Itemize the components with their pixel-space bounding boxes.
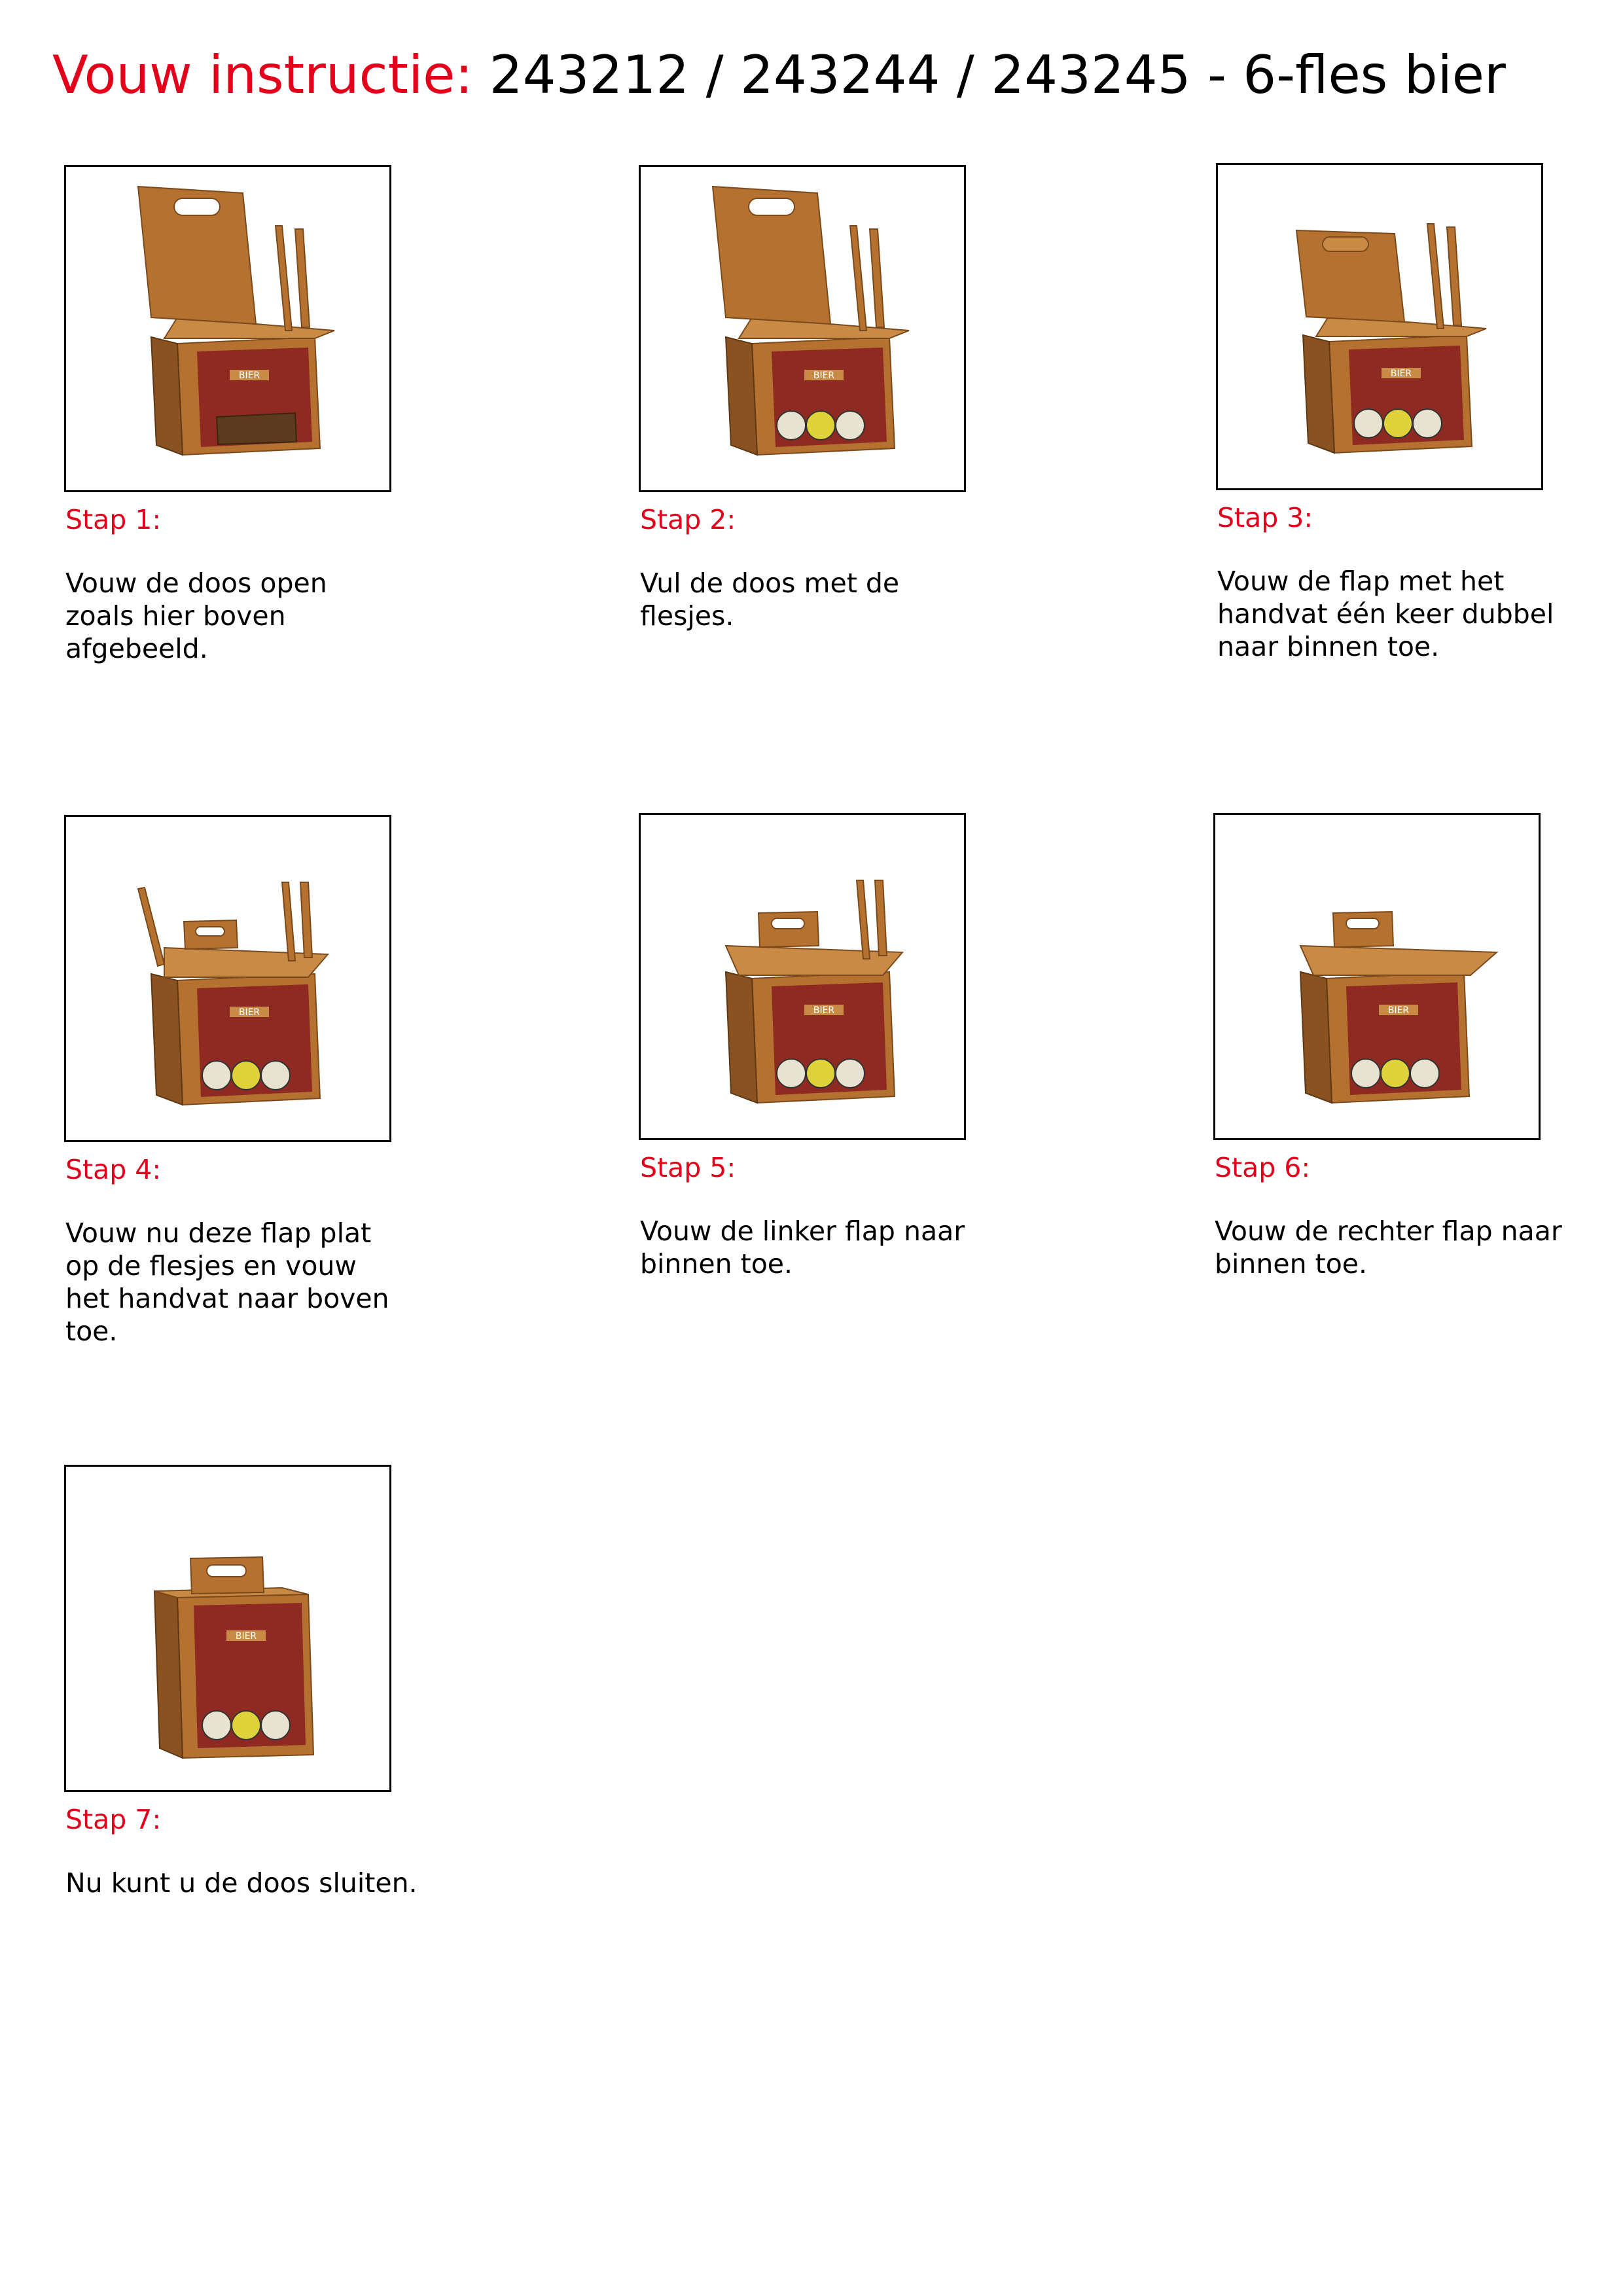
- step-3-image-frame: [1216, 163, 1543, 490]
- step-2-image-frame: [639, 165, 966, 492]
- box-opened-icon: [66, 167, 389, 490]
- step-4-description: Vouw nu deze flap plat op de flesjes en vouw het handvat naar boven toe.: [65, 1217, 389, 1347]
- box-filled-icon: [641, 167, 964, 490]
- box-print-word: BIER: [235, 1631, 257, 1641]
- step-7-label: Stap 7:: [65, 1804, 162, 1835]
- box-right-flap-icon: [1215, 815, 1539, 1138]
- step-2-description: Vul de doos met de flesjes.: [640, 567, 900, 632]
- step-7-description: Nu kunt u de doos sluiten.: [65, 1867, 418, 1899]
- step-3: [1216, 163, 1622, 663]
- box-print-word: BIER: [238, 370, 260, 381]
- box-closed-icon: [66, 1467, 389, 1790]
- step-3-description: Vouw de flap met het handvat één keer dubbel naar binnen toe.: [1217, 565, 1554, 662]
- step-1-image-frame: [64, 165, 391, 492]
- step-4-label: Stap 4:: [65, 1154, 162, 1185]
- page-title: [52, 45, 1506, 105]
- box-left-flap-icon: [641, 815, 964, 1138]
- box-print-word: BIER: [813, 370, 835, 381]
- step-7: [64, 1465, 470, 1899]
- step-4-image-frame: [64, 815, 391, 1142]
- step-5: [639, 813, 1044, 1280]
- step-5-label: Stap 5:: [640, 1152, 736, 1183]
- box-print-word: BIER: [1390, 368, 1412, 379]
- page-title-prefix: Vouw instructie:: [52, 45, 473, 105]
- step-1: [64, 165, 470, 665]
- step-6-image-frame: [1213, 813, 1541, 1140]
- box-print-word: BIER: [813, 1005, 835, 1016]
- box-flap-flat-icon: [66, 817, 389, 1140]
- step-1-description: Vouw de doos open zoals hier boven afgebeeld.: [65, 567, 327, 664]
- box-handle-folded-icon: [1218, 165, 1541, 488]
- step-3-label: Stap 3:: [1217, 502, 1313, 533]
- step-6-description: Vouw de rechter flap naar binnen toe.: [1215, 1215, 1562, 1280]
- box-print-word: BIER: [1387, 1005, 1410, 1016]
- step-5-image-frame: [639, 813, 966, 1140]
- step-1-label: Stap 1:: [65, 504, 162, 535]
- box-print-word: BIER: [238, 1007, 260, 1018]
- step-4: [64, 815, 470, 1348]
- page-title-codes: 243212 / 243244 / 243245 - 6-fles bier: [489, 45, 1506, 105]
- step-2: [639, 165, 1044, 632]
- step-2-label: Stap 2:: [640, 504, 736, 535]
- step-6-label: Stap 6:: [1215, 1152, 1311, 1183]
- step-6: [1213, 813, 1619, 1280]
- step-5-description: Vouw de linker flap naar binnen toe.: [640, 1215, 965, 1280]
- step-7-image-frame: [64, 1465, 391, 1792]
